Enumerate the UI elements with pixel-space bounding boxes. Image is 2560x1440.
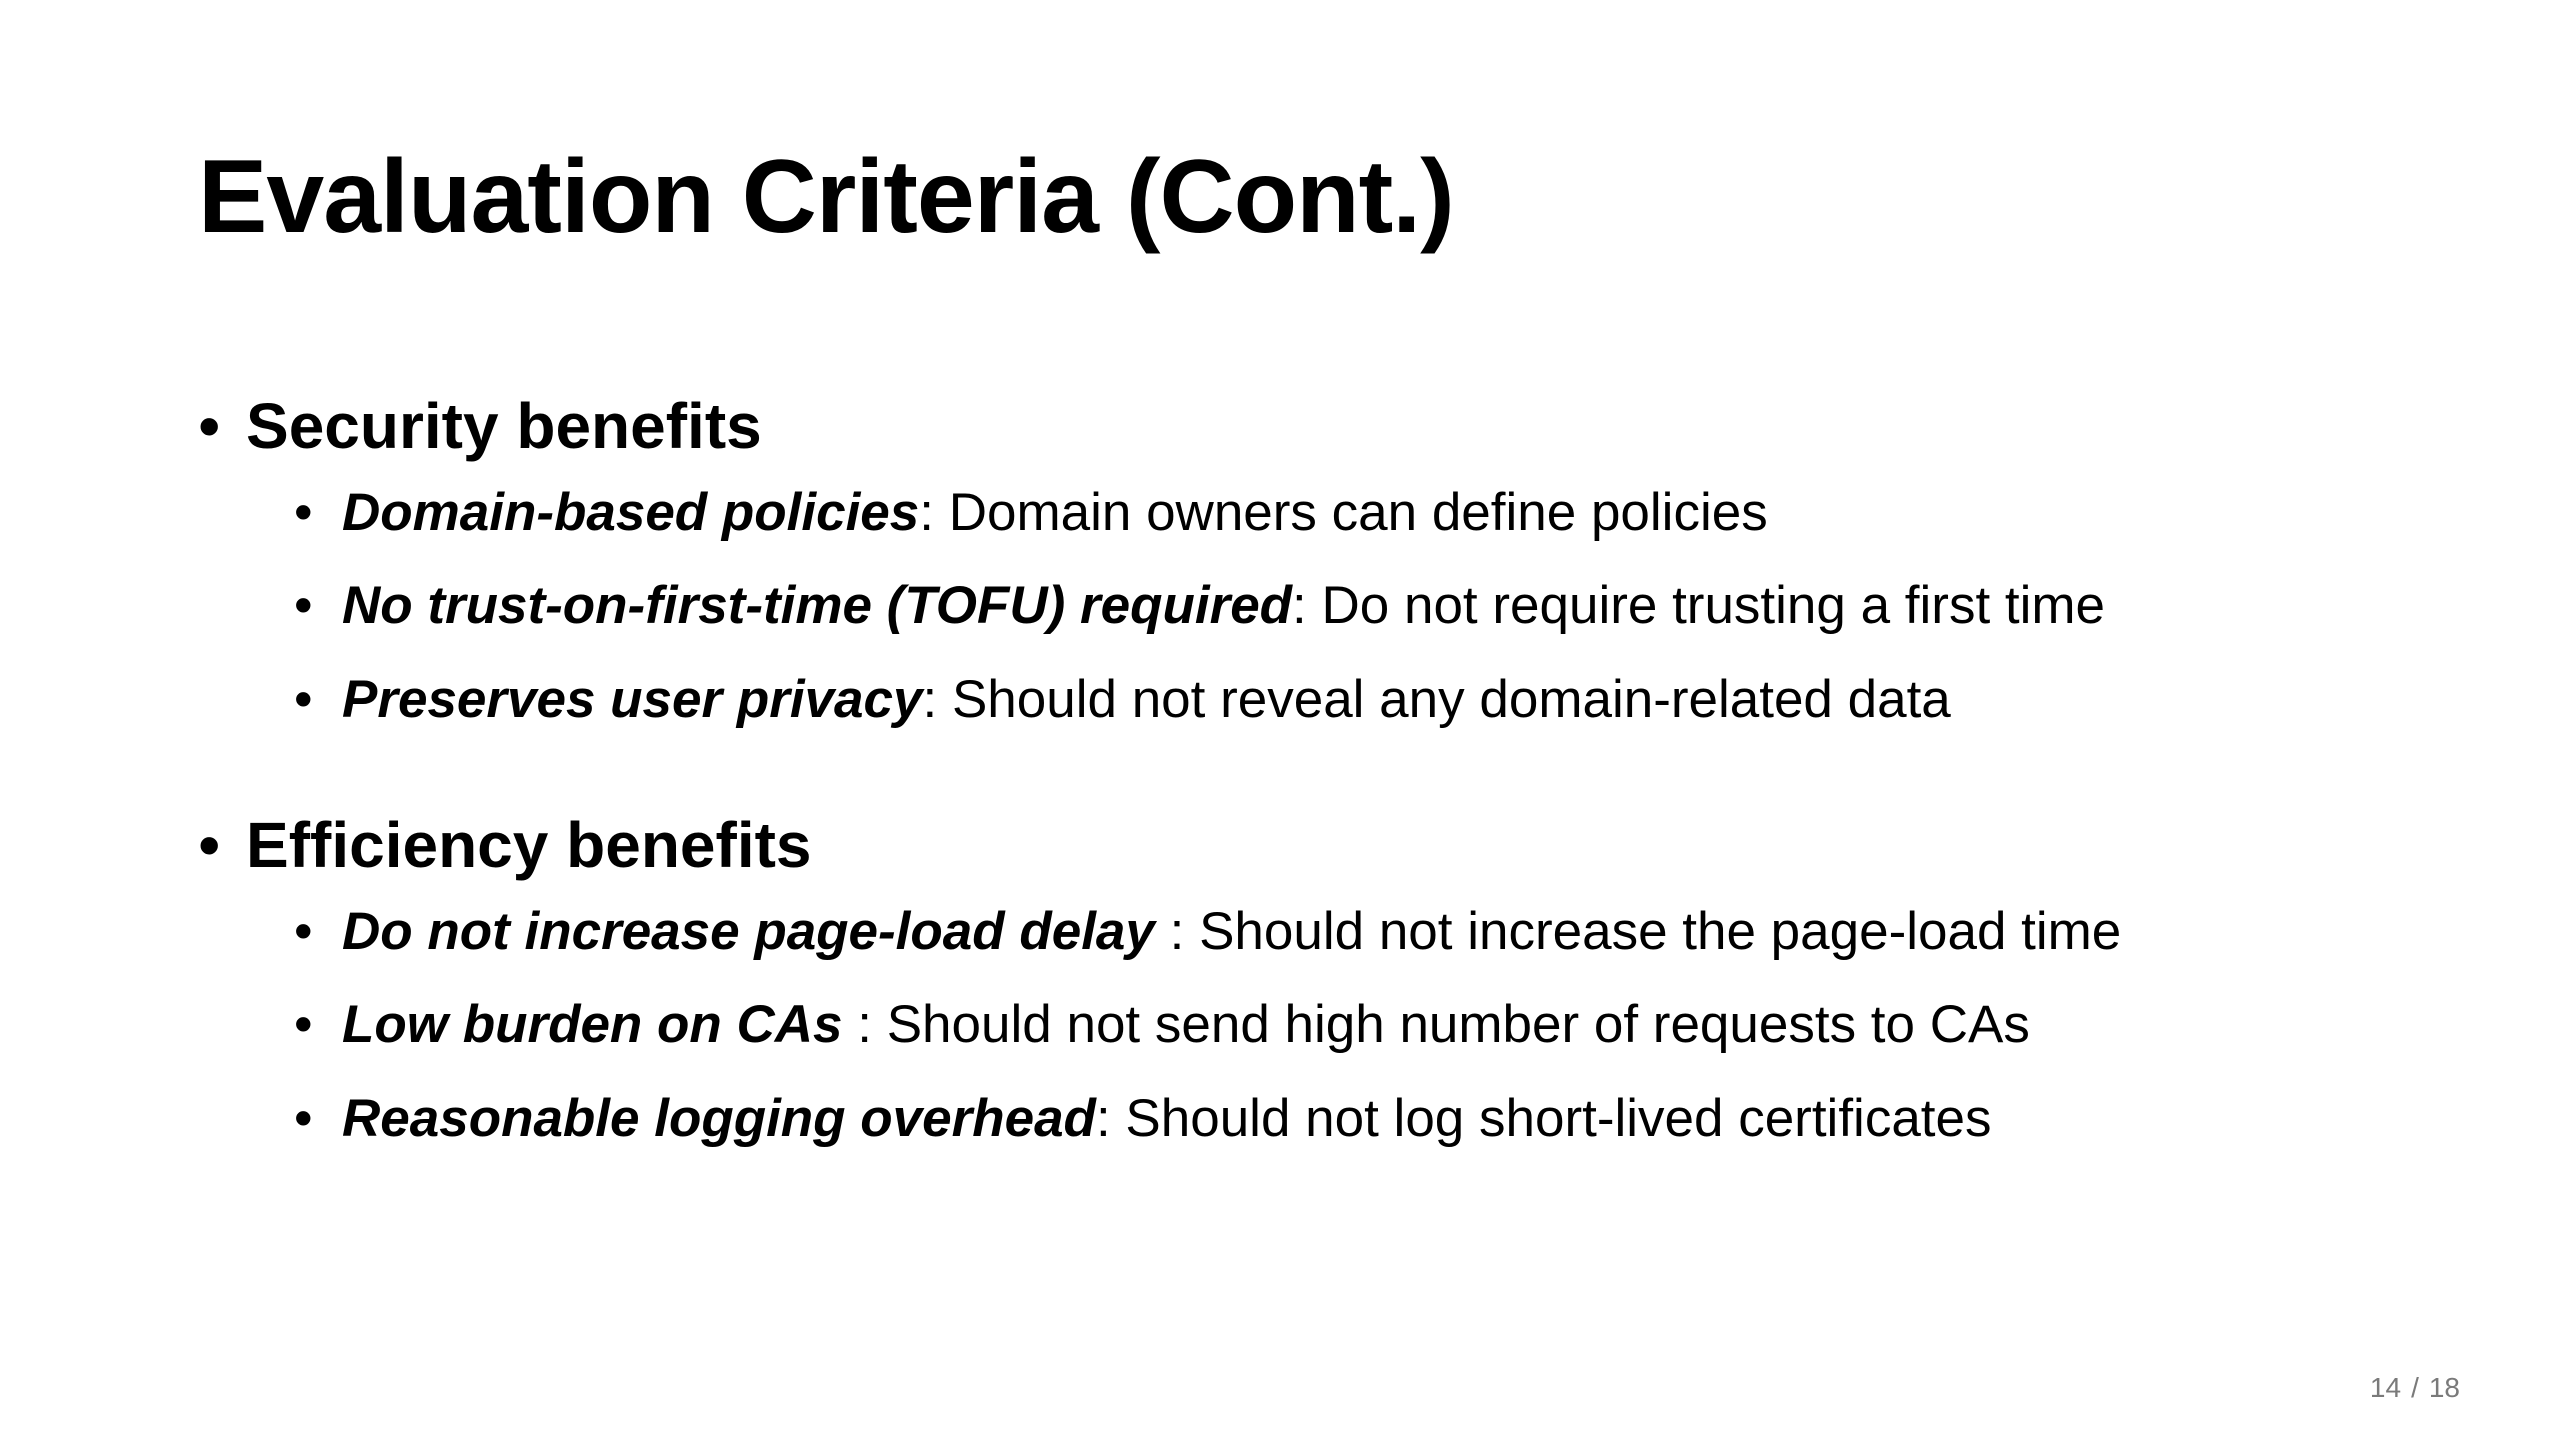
bullet-dot-icon: • (294, 669, 313, 729)
criterion-description: : Should not send high number of requests to CAs (842, 995, 2030, 1055)
bullet-dot-icon: • (294, 482, 313, 542)
page-current: 14 (2369, 1372, 2402, 1403)
bullet-dot-icon: • (294, 576, 313, 636)
sublist (198, 900, 2448, 1151)
bullet-efficiency-benefits (198, 807, 2448, 884)
page-number (2370, 1372, 2460, 1404)
bullet-dot-icon: • (294, 901, 313, 961)
section-heading: Efficiency benefits (246, 809, 812, 881)
criterion-term: No trust-on-first-time (TOFU) required (342, 576, 1293, 636)
criterion-term: Low burden on CAs (342, 995, 843, 1055)
list-item (294, 1087, 2448, 1151)
criterion-term: Domain-based policies (342, 482, 920, 542)
list-item (294, 900, 2448, 964)
criterion-description: : Domain owners can define policies (919, 482, 1768, 542)
section-efficiency-benefits (198, 807, 2448, 1181)
criterion-description: : Do not require trusting a first time (1292, 576, 2106, 636)
bullet-dot-icon: • (198, 809, 221, 881)
criterion-term: Preserves user privacy (342, 669, 923, 729)
list-item (294, 574, 2448, 638)
section-heading: Security benefits (246, 390, 762, 462)
criterion-description: : Should not increase the page-load time (1154, 901, 2122, 961)
criterion-description: : Should not reveal any domain-related data (922, 669, 1951, 729)
criterion-description: : Should not log short-lived certificates (1095, 1088, 1992, 1148)
bullet-dot-icon: • (294, 995, 313, 1055)
section-security-benefits (198, 388, 2448, 762)
bullet-dot-icon: • (294, 1088, 313, 1148)
bullet-dot-icon: • (198, 390, 221, 462)
list-item (294, 993, 2448, 1057)
criterion-term: Do not increase page-load delay (342, 901, 1155, 961)
sublist (198, 481, 2448, 732)
bullet-security-benefits (198, 388, 2448, 465)
page-total: 18 (2428, 1372, 2460, 1403)
criterion-term: Reasonable logging overhead (342, 1088, 1096, 1148)
list-item (294, 481, 2448, 545)
slide-title: Evaluation Criteria (Cont.) (198, 139, 1454, 255)
page-separator: / (2411, 1372, 2419, 1403)
list-item (294, 668, 2448, 732)
